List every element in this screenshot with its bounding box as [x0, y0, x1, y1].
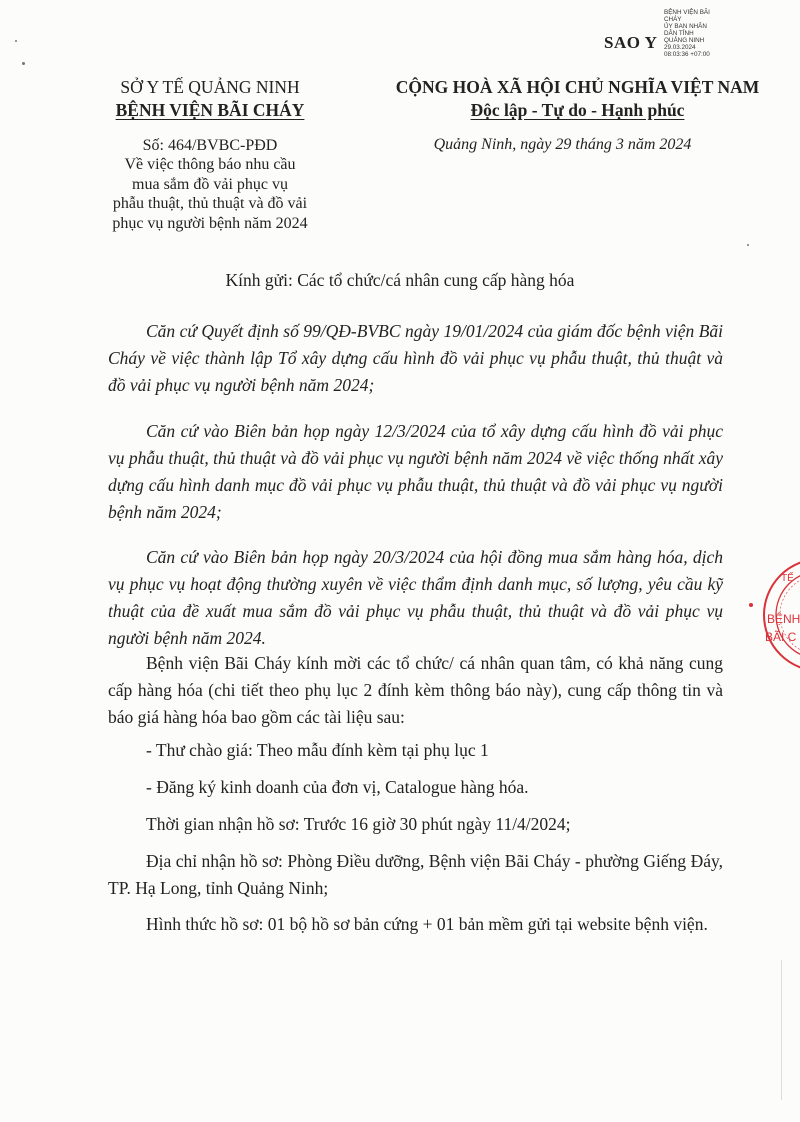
esign-line: 29.03.2024: [664, 44, 696, 51]
copy-stamp-label: SAO Y: [604, 33, 658, 52]
subject-line: mua sắm đồ vải phục vụ: [132, 175, 288, 193]
subject-line: phục vụ người bệnh năm 2024: [112, 214, 308, 232]
esign-line: QUẢNG NINH: [664, 37, 705, 44]
reference-number: Số: 464/BVBC-PĐD: [142, 137, 278, 154]
seal-text: BÃI C: [765, 630, 797, 644]
legal-basis-paragraph: Căn cứ vào Biên bản họp ngày 12/3/2024 của tổ xây dựng cấu hình đồ vải phục vụ phẫu thuật, thủ thuật và đồ vải phục vụ người bệnh năm 2024 về việc thống nhất xây dựng cấu hình danh mục đồ vải phục vụ phẫu thuật, thủ thuật và đồ vải phục vụ người bệnh năm 2024;: [108, 421, 723, 522]
requirement-item: - Đăng ký kinh doanh của đơn vị, Catalogue hàng hóa.: [146, 777, 529, 797]
esign-line: DÂN TỈNH: [664, 30, 694, 37]
issuer-block: [70, 76, 350, 122]
digital-signature-block: [664, 9, 730, 58]
subject-line: Về việc thông báo nhu cầu: [124, 156, 296, 173]
esign-line: BỆNH VIỆN BÃI: [664, 9, 710, 16]
esign-line: 08:03:36 +07:00: [664, 51, 710, 58]
subject-line: phẫu thuật, thủ thuật và đồ vải: [112, 195, 308, 212]
legal-basis-paragraph: Căn cứ Quyết định số 99/QĐ-BVBC ngày 19/01/2024 của giám đốc bệnh viện Bãi Cháy về việc thành lập Tổ xây dựng cấu hình đồ vải phục vụ phẫu thuật, thủ thuật và đồ vải phục vụ người bệnh năm 2024;: [108, 321, 723, 395]
scan-speck: [15, 40, 17, 42]
scan-speck: [22, 62, 25, 65]
scan-speck: [747, 244, 749, 246]
scan-edge-line: [781, 960, 782, 1100]
legal-basis-paragraph: Căn cứ vào Biên bản họp ngày 20/3/2024 của hội đồng mua sắm hàng hóa, dịch vụ phục vụ hoạt động thường xuyên về việc thẩm định danh mục, số lượng, yêu cầu kỹ thuật của đề xuất mua sắm đồ vải phục vụ phẫu thuật, thủ thuật và đồ vải phục vụ người bệnh năm 2024.: [108, 547, 723, 648]
esign-line: CHÁY: [664, 16, 682, 23]
official-seal: [735, 555, 800, 675]
submission-address: Địa chỉ nhận hồ sơ: Phòng Điều dưỡng, Bệnh viện Bãi Cháy - phường Giếng Đáy, TP. Hạ Long, tỉnh Quảng Ninh;: [108, 851, 723, 898]
invitation-paragraph: Bệnh viện Bãi Cháy kính mời các tổ chức/ cá nhân quan tâm, có khả năng cung cấp hàng hóa (chi tiết theo phụ lục 2 đính kèm thông báo này), cung cấp thông tin và báo giá hàng hóa bao gồm các tài liệu sau:: [108, 653, 723, 727]
national-header: [370, 76, 785, 122]
country-name: CỘNG HOÀ XÃ HỘI CHỦ NGHĨA VIỆT NAM: [395, 77, 760, 97]
parent-organization: SỞ Y TẾ QUẢNG NINH: [120, 77, 300, 97]
greeting: Kính gửi: Các tổ chức/cá nhân cung cấp hàng hóa: [225, 270, 575, 290]
seal-text: BỆNH: [767, 612, 800, 626]
place-and-date: Quảng Ninh, ngày 29 tháng 3 năm 2024: [433, 136, 692, 153]
organization-name: BỆNH VIỆN BÃI CHÁY: [115, 100, 305, 120]
submission-deadline: Thời gian nhận hồ sơ: Trước 16 giờ 30 phút ngày 11/4/2024;: [146, 814, 571, 834]
seal-text: TẾ: [781, 573, 794, 584]
submission-format: Hình thức hồ sơ: 01 bộ hồ sơ bản cứng + 01 bản mềm gửi tại website bệnh viện.: [146, 914, 708, 934]
document-subject: [110, 155, 310, 233]
requirement-item: - Thư chào giá: Theo mẫu đính kèm tại phụ lục 1: [146, 740, 489, 760]
esign-line: ỦY BAN NHÂN: [664, 23, 707, 30]
national-motto: Độc lập - Tự do - Hạnh phúc: [470, 100, 685, 120]
